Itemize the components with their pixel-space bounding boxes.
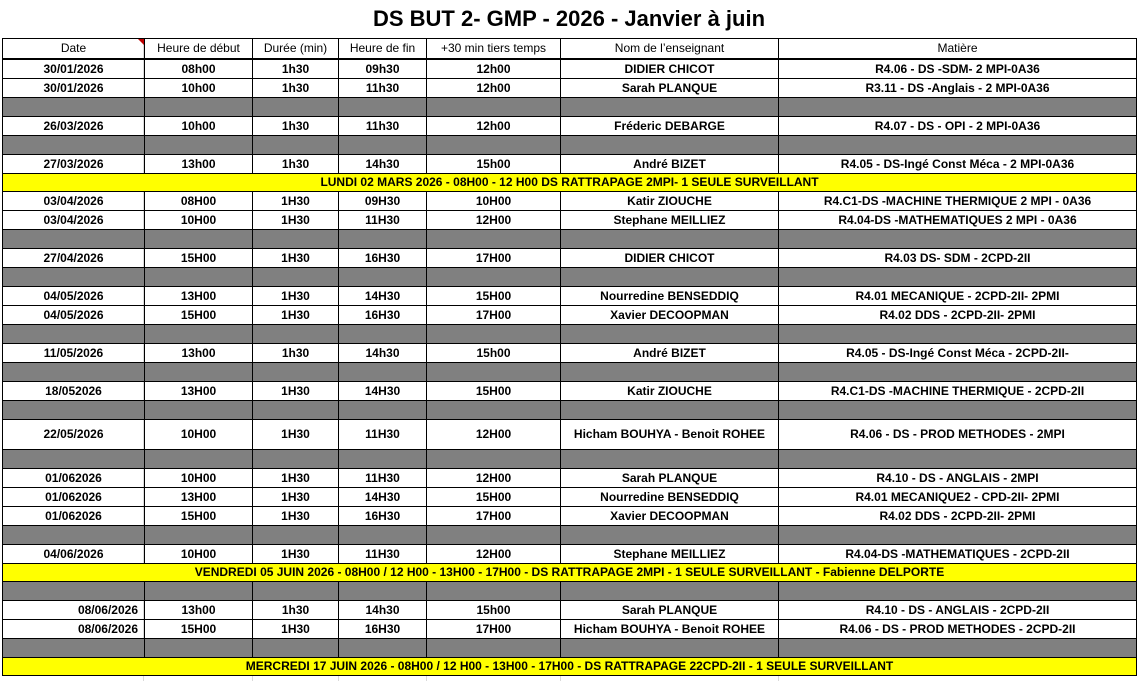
empty-cell[interactable] [779, 136, 1137, 155]
start-time-cell[interactable]: 13H00 [145, 488, 253, 507]
header-extra-time[interactable]: +30 min tiers temps [427, 39, 561, 60]
start-time-cell[interactable]: 10H00 [145, 545, 253, 564]
teacher-cell[interactable]: Xavier DECOOPMAN [561, 507, 779, 526]
duration-cell[interactable]: 1H30 [253, 287, 339, 306]
duration-cell[interactable]: 1h30 [253, 344, 339, 363]
empty-cell[interactable] [561, 401, 779, 420]
empty-cell[interactable] [3, 136, 145, 155]
start-time-cell[interactable]: 10H00 [145, 420, 253, 450]
empty-cell[interactable] [339, 363, 427, 382]
empty-cell[interactable] [561, 363, 779, 382]
comment-marker-icon[interactable] [138, 39, 144, 45]
end-time-cell[interactable]: 09H30 [339, 192, 427, 211]
empty-cell[interactable] [145, 639, 253, 658]
subject-cell[interactable]: R4.03 DS- SDM - 2CPD-2II [779, 249, 1137, 268]
extra-time-cell[interactable]: 17H00 [427, 507, 561, 526]
end-time-cell[interactable]: 16H30 [339, 249, 427, 268]
header-row [3, 39, 1137, 60]
header-date[interactable] [3, 39, 145, 60]
end-time-cell[interactable]: 14h30 [339, 601, 427, 620]
separator-row [3, 526, 1137, 545]
empty-cell[interactable] [253, 582, 339, 601]
end-time-cell[interactable]: 14h30 [339, 155, 427, 174]
extra-time-cell[interactable]: 15H00 [427, 488, 561, 507]
empty-cell[interactable] [145, 136, 253, 155]
table-row [3, 382, 1137, 401]
end-time-cell[interactable]: 11H30 [339, 545, 427, 564]
empty-cell[interactable] [339, 268, 427, 287]
start-time-cell[interactable]: 15H00 [145, 620, 253, 639]
empty-cell[interactable] [3, 268, 145, 287]
table-row [3, 344, 1137, 363]
end-time-cell[interactable]: 16H30 [339, 306, 427, 325]
empty-cell[interactable] [253, 268, 339, 287]
extra-time-cell[interactable]: 15H00 [427, 382, 561, 401]
empty-cell[interactable] [145, 401, 253, 420]
table-row [3, 59, 1137, 79]
empty-cell[interactable] [561, 450, 779, 469]
empty-cell[interactable] [779, 450, 1137, 469]
extra-time-cell[interactable]: 15h00 [427, 155, 561, 174]
subject-cell[interactable]: R4.02 DDS - 2CPD-2II- 2PMI [779, 306, 1137, 325]
empty-cell[interactable] [427, 98, 561, 117]
empty-cell[interactable] [3, 450, 145, 469]
end-time-cell[interactable]: 16H30 [339, 507, 427, 526]
teacher-cell[interactable]: André BIZET [561, 155, 779, 174]
empty-cell[interactable] [779, 268, 1137, 287]
end-time-cell[interactable]: 16H30 [339, 620, 427, 639]
date-cell[interactable]: 30/01/2026 [3, 79, 145, 98]
duration-cell[interactable]: 1H30 [253, 469, 339, 488]
start-time-cell[interactable]: 10h00 [145, 79, 253, 98]
end-time-cell[interactable]: 14H30 [339, 382, 427, 401]
date-cell[interactable]: 01/062026 [3, 507, 145, 526]
end-time-cell[interactable]: 09h30 [339, 59, 427, 79]
empty-cell[interactable] [145, 450, 253, 469]
empty-cell[interactable] [427, 363, 561, 382]
start-time-cell[interactable]: 10H00 [145, 211, 253, 230]
extra-time-cell[interactable]: 17H00 [427, 249, 561, 268]
separator-row [3, 136, 1137, 155]
start-time-cell[interactable]: 08H00 [145, 192, 253, 211]
empty-cell[interactable] [253, 363, 339, 382]
empty-cell[interactable] [253, 639, 339, 658]
date-cell[interactable]: 26/03/2026 [3, 117, 145, 136]
teacher-cell[interactable]: DIDIER CHICOT [561, 249, 779, 268]
teacher-cell[interactable]: Fréderic DEBARGE [561, 117, 779, 136]
subject-cell[interactable]: R4.06 - DS - PROD METHODES - 2CPD-2II [779, 620, 1137, 639]
empty-cell[interactable] [145, 230, 253, 249]
empty-cell[interactable] [339, 526, 427, 545]
end-time-cell[interactable]: 11H30 [339, 211, 427, 230]
empty-cell[interactable] [3, 582, 145, 601]
table-row [3, 488, 1137, 507]
empty-cell[interactable] [253, 98, 339, 117]
empty-cell[interactable] [561, 582, 779, 601]
rattrapage-row [3, 658, 1137, 676]
subject-cell[interactable]: R4.06 - DS - PROD METHODES - 2MPI [779, 420, 1137, 450]
end-time-cell[interactable]: 11h30 [339, 79, 427, 98]
extra-time-cell[interactable]: 10H00 [427, 192, 561, 211]
empty-cell[interactable] [427, 268, 561, 287]
start-time-cell[interactable]: 13H00 [145, 287, 253, 306]
empty-cell[interactable] [427, 230, 561, 249]
empty-cell[interactable] [561, 325, 779, 344]
extra-time-cell[interactable]: 12H00 [427, 420, 561, 450]
empty-cell[interactable] [145, 268, 253, 287]
start-time-cell[interactable]: 08h00 [145, 59, 253, 79]
date-cell[interactable]: 18/052026 [3, 382, 145, 401]
subject-cell[interactable]: R4.07 - DS - OPI - 2 MPI-0A36 [779, 117, 1137, 136]
teacher-cell[interactable]: Stephane MEILLIEZ [561, 545, 779, 564]
empty-cell[interactable] [3, 98, 145, 117]
date-cell[interactable]: 08/06/2026 [3, 620, 145, 639]
separator-row [3, 639, 1137, 658]
duration-cell[interactable]: 1H30 [253, 382, 339, 401]
empty-cell[interactable] [339, 325, 427, 344]
teacher-cell[interactable]: Stephane MEILLIEZ [561, 211, 779, 230]
date-cell[interactable]: 01/062026 [3, 488, 145, 507]
end-time-cell[interactable]: 14h30 [339, 344, 427, 363]
teacher-cell[interactable]: Katir ZIOUCHE [561, 382, 779, 401]
table-row [3, 306, 1137, 325]
start-time-cell[interactable]: 10H00 [145, 469, 253, 488]
start-time-cell[interactable]: 15H00 [145, 249, 253, 268]
empty-cell[interactable] [3, 230, 145, 249]
table-row [3, 79, 1137, 98]
start-time-cell[interactable]: 13h00 [145, 344, 253, 363]
table-row [3, 620, 1137, 639]
date-cell[interactable]: 04/06/2026 [3, 545, 145, 564]
duration-cell[interactable]: 1H30 [253, 192, 339, 211]
date-cell[interactable]: 08/06/2026 [3, 601, 145, 620]
rattrapage-cell[interactable]: MERCREDI 17 JUIN 2026 - 08H00 / 12 H00 - 13H00 - 17H00 - DS RATTRAPAGE 22CPD-2II - 1 SEULE SURVEILLANT [3, 658, 1137, 676]
empty-cell[interactable] [145, 582, 253, 601]
table-row [3, 545, 1137, 564]
table-row [3, 117, 1137, 136]
duration-cell[interactable]: 1h30 [253, 117, 339, 136]
empty-cell[interactable] [253, 450, 339, 469]
table-row [3, 211, 1137, 230]
empty-cell[interactable] [427, 401, 561, 420]
empty-cell[interactable] [779, 363, 1137, 382]
subject-cell[interactable]: R4.05 - DS-Ingé Const Méca - 2 MPI-0A36 [779, 155, 1137, 174]
subject-cell[interactable]: R4.10 - DS - ANGLAIS - 2CPD-2II [779, 601, 1137, 620]
start-time-cell[interactable]: 10h00 [145, 117, 253, 136]
subject-cell[interactable]: R4.C1-DS -MACHINE THERMIQUE 2 MPI - 0A36 [779, 192, 1137, 211]
teacher-cell[interactable]: Nourredine BENSEDDIQ [561, 488, 779, 507]
teacher-cell[interactable]: Hicham BOUHYA - Benoit ROHEE [561, 620, 779, 639]
empty-cell[interactable] [561, 230, 779, 249]
separator-row [3, 450, 1137, 469]
empty-cell[interactable] [339, 639, 427, 658]
empty-cell[interactable] [3, 325, 145, 344]
empty-cell[interactable] [145, 98, 253, 117]
header-duration[interactable]: Durée (min) [253, 39, 339, 60]
separator-row [3, 98, 1137, 117]
teacher-cell[interactable]: Xavier DECOOPMAN [561, 306, 779, 325]
empty-cell[interactable] [3, 526, 145, 545]
subject-cell[interactable]: R3.11 - DS -Anglais - 2 MPI-0A36 [779, 79, 1137, 98]
date-cell[interactable]: 03/04/2026 [3, 211, 145, 230]
empty-cell[interactable] [3, 363, 145, 382]
teacher-cell[interactable]: Katir ZIOUCHE [561, 192, 779, 211]
subject-cell[interactable]: R4.04-DS -MATHEMATIQUES - 2CPD-2II [779, 545, 1137, 564]
table-body [3, 59, 1137, 676]
exam-schedule-table [2, 38, 1137, 676]
empty-cell[interactable] [253, 401, 339, 420]
table-row [3, 155, 1137, 174]
empty-cell[interactable] [427, 639, 561, 658]
table-row [3, 507, 1137, 526]
duration-cell[interactable]: 1H30 [253, 545, 339, 564]
empty-cell[interactable] [561, 268, 779, 287]
teacher-cell[interactable]: Sarah PLANQUE [561, 601, 779, 620]
subject-cell[interactable]: R4.C1-DS -MACHINE THERMIQUE - 2CPD-2II [779, 382, 1137, 401]
duration-cell[interactable]: 1H30 [253, 306, 339, 325]
rattrapage-row [3, 174, 1137, 192]
empty-cell[interactable] [145, 526, 253, 545]
empty-cell[interactable] [339, 582, 427, 601]
rattrapage-cell[interactable]: VENDREDI 05 JUIN 2026 - 08H00 / 12 H00 - 13H00 - 17H00 - DS RATTRAPAGE 2MPI - 1 SEULE SURVEILLANT - Fabienne DELPORTE [3, 564, 1137, 582]
extra-time-cell[interactable]: 12h00 [427, 59, 561, 79]
empty-cell[interactable] [145, 363, 253, 382]
extra-time-cell[interactable]: 15h00 [427, 344, 561, 363]
duration-cell[interactable]: 1H30 [253, 488, 339, 507]
start-time-cell[interactable]: 13H00 [145, 382, 253, 401]
end-time-cell[interactable]: 14H30 [339, 488, 427, 507]
date-cell[interactable]: 30/01/2026 [3, 59, 145, 79]
extra-time-cell[interactable]: 15H00 [427, 287, 561, 306]
extra-time-cell[interactable]: 17H00 [427, 306, 561, 325]
table-row [3, 469, 1137, 488]
separator-row [3, 268, 1137, 287]
table-row [3, 601, 1137, 620]
subject-cell[interactable]: R4.05 - DS-Ingé Const Méca - 2CPD-2II- [779, 344, 1137, 363]
empty-cell[interactable] [561, 639, 779, 658]
table-row [3, 249, 1137, 268]
extra-time-cell[interactable]: 12H00 [427, 469, 561, 488]
extra-time-cell[interactable]: 17H00 [427, 620, 561, 639]
extra-time-cell[interactable]: 12h00 [427, 79, 561, 98]
separator-row [3, 401, 1137, 420]
header-subject[interactable]: Matière [779, 39, 1137, 60]
empty-cell[interactable] [339, 136, 427, 155]
teacher-cell[interactable]: Hicham BOUHYA - Benoit ROHEE [561, 420, 779, 450]
header-end-time[interactable]: Heure de fin [339, 39, 427, 60]
date-cell[interactable]: 27/03/2026 [3, 155, 145, 174]
empty-cell[interactable] [253, 136, 339, 155]
teacher-cell[interactable]: Sarah PLANQUE [561, 79, 779, 98]
end-time-cell[interactable]: 14H30 [339, 287, 427, 306]
header-start-time[interactable]: Heure de début [145, 39, 253, 60]
empty-cell[interactable] [253, 325, 339, 344]
empty-cell[interactable] [3, 401, 145, 420]
rattrapage-row [3, 564, 1137, 582]
empty-cell[interactable] [339, 98, 427, 117]
date-cell[interactable]: 01/062026 [3, 469, 145, 488]
start-time-cell[interactable]: 13h00 [145, 601, 253, 620]
empty-cell[interactable] [427, 325, 561, 344]
table-row [3, 287, 1137, 306]
subject-cell[interactable]: R4.01 MECANIQUE - 2CPD-2II- 2PMI [779, 287, 1137, 306]
start-time-cell[interactable]: 15H00 [145, 507, 253, 526]
rattrapage-cell[interactable]: LUNDI 02 MARS 2026 - 08H00 - 12 H00 DS RATTRAPAGE 2MPI- 1 SEULE SURVEILLANT [3, 174, 1137, 192]
empty-cell[interactable] [779, 230, 1137, 249]
empty-cell[interactable] [427, 526, 561, 545]
header-teacher[interactable]: Nom de l’enseignant [561, 39, 779, 60]
duration-cell[interactable]: 1h30 [253, 601, 339, 620]
empty-cell[interactable] [779, 639, 1137, 658]
empty-cell[interactable] [427, 136, 561, 155]
extra-time-cell[interactable]: 12h00 [427, 117, 561, 136]
empty-cell[interactable] [561, 136, 779, 155]
subject-cell[interactable]: R4.02 DDS - 2CPD-2II- 2PMI [779, 507, 1137, 526]
duration-cell[interactable]: 1H30 [253, 211, 339, 230]
subject-cell[interactable]: R4.06 - DS -SDM- 2 MPI-0A36 [779, 59, 1137, 79]
table-row [3, 192, 1137, 211]
date-cell[interactable]: 11/05/2026 [3, 344, 145, 363]
empty-cell[interactable] [339, 450, 427, 469]
date-cell[interactable]: 04/05/2026 [3, 306, 145, 325]
teacher-cell[interactable]: DIDIER CHICOT [561, 59, 779, 79]
empty-cell[interactable] [253, 230, 339, 249]
duration-cell[interactable]: 1h30 [253, 155, 339, 174]
empty-cell[interactable] [427, 582, 561, 601]
table-row [3, 420, 1137, 450]
duration-cell[interactable]: 1H30 [253, 620, 339, 639]
subject-cell[interactable]: R4.10 - DS - ANGLAIS - 2MPI [779, 469, 1137, 488]
date-cell[interactable]: 27/04/2026 [3, 249, 145, 268]
duration-cell[interactable]: 1H30 [253, 507, 339, 526]
end-time-cell[interactable]: 11H30 [339, 469, 427, 488]
start-time-cell[interactable]: 13h00 [145, 155, 253, 174]
date-cell[interactable]: 03/04/2026 [3, 192, 145, 211]
date-cell[interactable]: 04/05/2026 [3, 287, 145, 306]
empty-cell[interactable] [779, 582, 1137, 601]
separator-row [3, 325, 1137, 344]
separator-row [3, 363, 1137, 382]
start-time-cell[interactable]: 15H00 [145, 306, 253, 325]
empty-cell[interactable] [339, 230, 427, 249]
duration-cell[interactable]: 1H30 [253, 420, 339, 450]
duration-cell[interactable]: 1h30 [253, 79, 339, 98]
extra-time-cell[interactable]: 12H00 [427, 211, 561, 230]
duration-cell[interactable]: 1H30 [253, 249, 339, 268]
empty-cell[interactable] [779, 401, 1137, 420]
empty-cell[interactable] [339, 401, 427, 420]
header-date-label: Date [60, 41, 87, 55]
subject-cell[interactable]: R4.01 MECANIQUE2 - CPD-2II- 2PMI [779, 488, 1137, 507]
empty-cell[interactable] [3, 639, 145, 658]
empty-cell[interactable] [779, 325, 1137, 344]
extra-time-cell[interactable]: 12H00 [427, 545, 561, 564]
sheet-title[interactable]: DS BUT 2- GMP - 2026 - Janvier à juin [0, 0, 1138, 38]
duration-cell[interactable]: 1h30 [253, 59, 339, 79]
end-time-cell[interactable]: 11H30 [339, 420, 427, 450]
teacher-cell[interactable]: André BIZET [561, 344, 779, 363]
empty-cell[interactable] [779, 526, 1137, 545]
empty-cell[interactable] [561, 98, 779, 117]
end-time-cell[interactable]: 11h30 [339, 117, 427, 136]
subject-cell[interactable]: R4.04-DS -MATHEMATIQUES 2 MPI - 0A36 [779, 211, 1137, 230]
empty-cell[interactable] [427, 450, 561, 469]
empty-cell[interactable] [145, 325, 253, 344]
extra-time-cell[interactable]: 15h00 [427, 601, 561, 620]
empty-cell[interactable] [779, 98, 1137, 117]
separator-row [3, 582, 1137, 601]
empty-cell[interactable] [561, 526, 779, 545]
teacher-cell[interactable]: Nourredine BENSEDDIQ [561, 287, 779, 306]
empty-cell[interactable] [253, 526, 339, 545]
separator-row [3, 230, 1137, 249]
teacher-cell[interactable]: Sarah PLANQUE [561, 469, 779, 488]
date-cell[interactable]: 22/05/2026 [3, 420, 145, 450]
